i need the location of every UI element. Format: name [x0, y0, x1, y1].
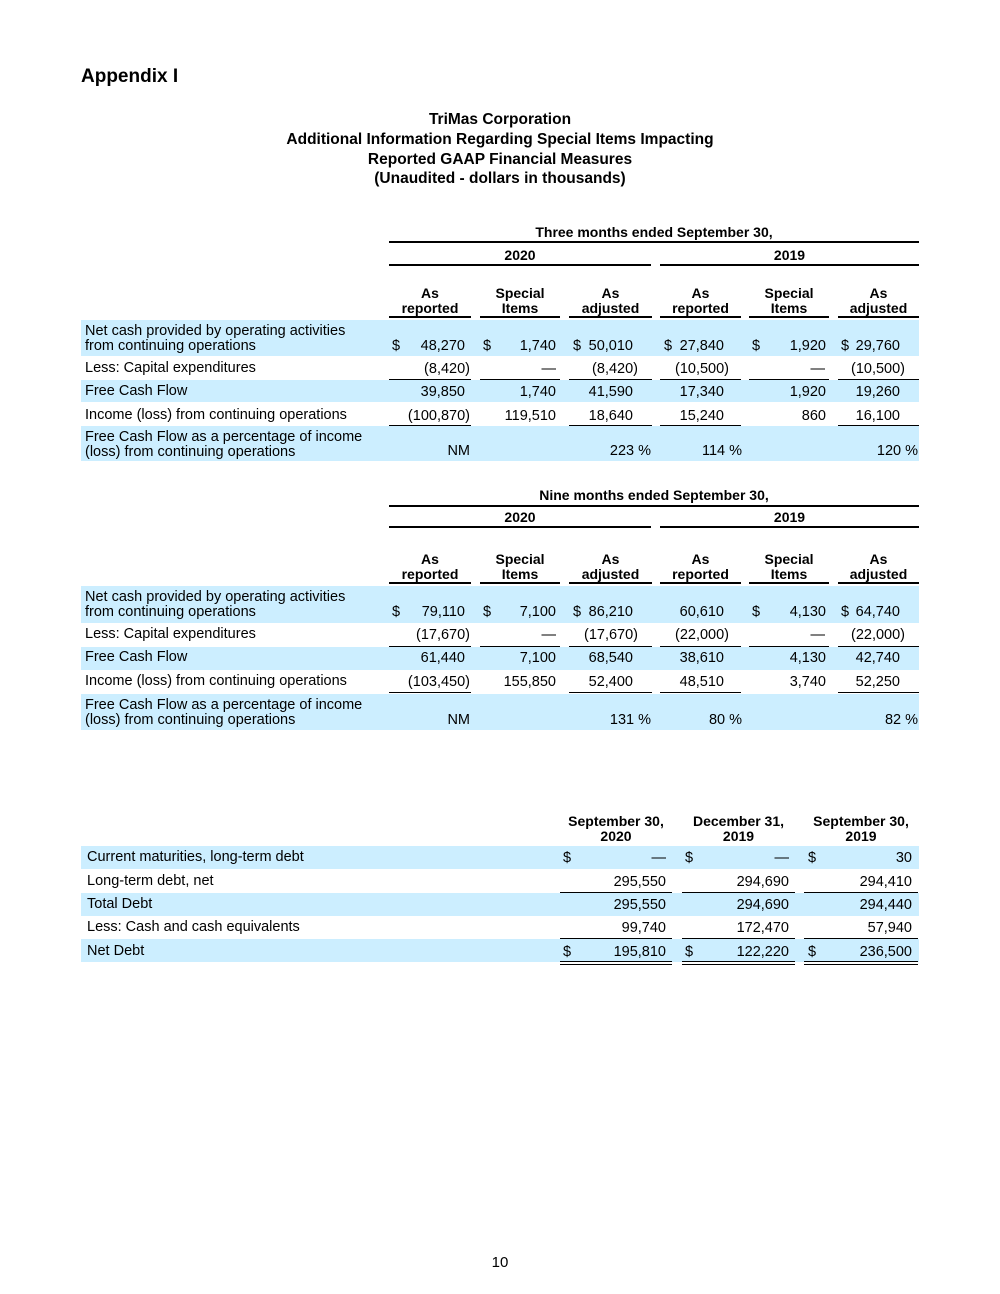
value-cell: 120 %: [876, 443, 918, 459]
value-cell: 57,940: [867, 920, 912, 936]
page-number: 10: [491, 1254, 509, 1271]
col-head-special-items: Special Items: [495, 551, 545, 582]
value-cell: 50,010: [588, 338, 633, 354]
value-cell: 15,240: [679, 408, 724, 424]
row-label-fcf-percentage: Free Cash Flow as a percentage of income (loss) from continuing operations: [85, 429, 363, 460]
subtotal-rule: [480, 646, 560, 647]
col-head-special-items: Special Items: [495, 285, 545, 316]
col-rule: [660, 582, 741, 584]
value-cell: 18,640: [588, 408, 633, 424]
double-rule: [560, 964, 672, 965]
value-cell: 99,740: [621, 920, 666, 936]
col-head-sep-2020: September 30, 2020: [568, 813, 664, 844]
subtotal-rule: [838, 646, 919, 647]
currency-symbol: $: [563, 850, 572, 866]
col-head-as-reported: As reported: [672, 551, 729, 582]
col-rule: [569, 316, 652, 318]
subtotal-rule: [660, 379, 741, 380]
three-year-2019: 2019: [773, 247, 806, 263]
col-rule: [838, 316, 919, 318]
double-rule: [682, 961, 795, 962]
value-cell: 52,400: [588, 674, 633, 690]
value-cell: —: [651, 850, 666, 866]
company-name: TriMas Corporation: [428, 111, 572, 128]
currency-symbol: $: [392, 604, 401, 620]
currency-symbol: $: [392, 338, 401, 354]
row-band: [81, 893, 919, 916]
col-rule: [569, 582, 652, 584]
subtotal-rule: [682, 892, 795, 893]
value-cell: —: [541, 627, 556, 643]
row-label-capex: Less: Capital expenditures: [85, 626, 256, 642]
col-rule: [389, 316, 471, 318]
nine-year-2019: 2019: [773, 509, 806, 525]
value-cell: 16,100: [855, 408, 900, 424]
value-cell: —: [810, 627, 825, 643]
value-cell: 52,250: [855, 674, 900, 690]
col-rule: [838, 582, 919, 584]
value-cell: 30: [895, 850, 912, 866]
value-cell: 4,130: [789, 604, 826, 620]
currency-symbol: $: [664, 338, 673, 354]
subtotal-rule: [389, 692, 471, 693]
value-cell: 60,610: [679, 604, 724, 620]
value-cell: 223 %: [609, 443, 651, 459]
row-label-capex: Less: Capital expenditures: [85, 360, 256, 376]
subtotal-rule: [560, 892, 672, 893]
value-cell: 122,220: [736, 944, 789, 960]
row-label-free-cash-flow: Free Cash Flow: [85, 649, 188, 665]
subtotal-rule: [804, 892, 918, 893]
value-cell: —: [541, 361, 556, 377]
col-rule: [480, 582, 560, 584]
row-label-free-cash-flow: Free Cash Flow: [85, 383, 188, 399]
value-cell: 1,740: [519, 384, 556, 400]
double-rule: [682, 964, 795, 965]
value-cell: (17,670): [415, 627, 470, 643]
row-label-income-loss: Income (loss) from continuing operations: [85, 407, 347, 423]
row-label-fcf-percentage: Free Cash Flow as a percentage of income (loss) from continuing operations: [85, 697, 363, 728]
currency-symbol: $: [841, 604, 850, 620]
value-cell: (10,500): [850, 361, 905, 377]
value-cell: (10,500): [674, 361, 729, 377]
row-label-income-loss: Income (loss) from continuing operations: [85, 673, 347, 689]
value-cell: 860: [801, 408, 826, 424]
report-title-line-2: Reported GAAP Financial Measures: [367, 150, 633, 168]
subtotal-rule: [838, 692, 919, 693]
value-cell: 1,920: [789, 384, 826, 400]
row-label-net-cash: Net cash provided by operating activities from continuing operations: [85, 589, 346, 620]
value-cell: 172,470: [736, 920, 789, 936]
value-cell: 294,440: [859, 897, 912, 913]
subtotal-rule: [569, 379, 652, 380]
value-cell: 1,920: [789, 338, 826, 354]
three-months-span-header: Three months ended September 30,: [535, 224, 773, 240]
value-cell: 294,690: [736, 897, 789, 913]
row-label-current-maturities: Current maturities, long-term debt: [87, 849, 304, 865]
value-cell: 195,810: [613, 944, 666, 960]
value-cell: (103,450): [407, 674, 470, 690]
value-cell: 41,590: [588, 384, 633, 400]
col-rule: [749, 582, 829, 584]
col-head-as-adjusted: As adjusted: [849, 551, 908, 582]
value-cell: 19,260: [855, 384, 900, 400]
value-cell: —: [810, 361, 825, 377]
row-label-total-debt: Total Debt: [87, 896, 153, 912]
col-head-as-adjusted: As adjusted: [849, 285, 908, 316]
value-cell: 80 %: [708, 712, 742, 728]
value-cell: —: [774, 850, 789, 866]
row-label-cash: Less: Cash and cash equivalents: [87, 919, 300, 935]
value-cell: 27,840: [679, 338, 724, 354]
col-rule: [389, 582, 471, 584]
value-cell: 3,740: [789, 674, 826, 690]
header-rule: [389, 505, 919, 507]
value-cell: NM: [447, 712, 470, 728]
subtotal-rule: [804, 938, 918, 939]
appendix-heading: Appendix I: [81, 66, 179, 87]
value-cell: 7,100: [519, 604, 556, 620]
subtotal-rule: [389, 646, 471, 647]
nine-months-span-header: Nine months ended September 30,: [539, 487, 769, 503]
value-cell: 131 %: [609, 712, 651, 728]
currency-symbol: $: [563, 944, 572, 960]
value-cell: 17,340: [679, 384, 724, 400]
col-head-special-items: Special Items: [764, 285, 814, 316]
subtotal-rule: [682, 938, 795, 939]
subtotal-rule: [749, 646, 829, 647]
value-cell: 48,510: [679, 674, 724, 690]
value-cell: 39,850: [420, 384, 465, 400]
subtotal-rule: [660, 425, 741, 426]
row-label-long-term-debt: Long-term debt, net: [87, 873, 214, 889]
value-cell: 38,610: [679, 650, 724, 666]
subtotal-rule: [569, 646, 652, 647]
value-cell: 114 %: [701, 443, 742, 459]
nine-year-2020: 2020: [504, 509, 536, 525]
col-rule: [480, 316, 560, 318]
value-cell: 236,500: [859, 944, 912, 960]
currency-symbol: $: [573, 338, 582, 354]
double-rule: [560, 961, 672, 962]
value-cell: 1,740: [519, 338, 556, 354]
subtotal-rule: [749, 379, 829, 380]
year-rule: [660, 264, 919, 266]
col-head-as-adjusted: As adjusted: [581, 285, 640, 316]
value-cell: 294,690: [736, 874, 789, 890]
report-title-line-1: Additional Information Regarding Special Items Impacting: [286, 130, 714, 148]
value-cell: 82 %: [884, 712, 918, 728]
currency-symbol: $: [841, 338, 850, 354]
value-cell: (22,000): [850, 627, 905, 643]
report-subtitle: (Unaudited - dollars in thousands): [374, 170, 626, 188]
header-rule: [389, 241, 919, 243]
currency-symbol: $: [808, 944, 817, 960]
value-cell: (8,420): [424, 361, 470, 377]
value-cell: 295,550: [613, 897, 666, 913]
col-head-dec-2019: December 31, 2019: [692, 813, 785, 844]
subtotal-rule: [660, 692, 741, 693]
value-cell: 29,760: [855, 338, 900, 354]
value-cell: 119,510: [504, 408, 556, 424]
row-band: [81, 939, 919, 962]
value-cell: NM: [447, 443, 470, 459]
value-cell: 64,740: [855, 604, 900, 620]
row-label-net-cash: Net cash provided by operating activities from continuing operations: [85, 323, 346, 354]
currency-symbol: $: [685, 850, 694, 866]
value-cell: 4,130: [789, 650, 826, 666]
col-rule: [660, 316, 741, 318]
currency-symbol: $: [483, 338, 492, 354]
currency-symbol: $: [752, 604, 761, 620]
currency-symbol: $: [573, 604, 582, 620]
col-head-sep-2019: September 30, 2019: [813, 813, 909, 844]
currency-symbol: $: [752, 338, 761, 354]
value-cell: (8,420): [592, 361, 638, 377]
col-head-as-reported: As reported: [401, 551, 459, 582]
col-head-as-reported: As reported: [672, 285, 729, 316]
three-year-2020: 2020: [504, 247, 536, 263]
col-head-as-reported: As reported: [401, 285, 459, 316]
value-cell: 86,210: [588, 604, 633, 620]
subtotal-rule: [480, 379, 560, 380]
currency-symbol: $: [483, 604, 492, 620]
double-rule: [804, 961, 918, 962]
value-cell: 155,850: [503, 674, 556, 690]
value-cell: 7,100: [519, 650, 556, 666]
value-cell: 61,440: [420, 650, 465, 666]
year-rule: [389, 264, 651, 266]
row-label-net-debt: Net Debt: [87, 943, 145, 959]
subtotal-rule: [660, 646, 741, 647]
subtotal-rule: [838, 379, 919, 380]
year-rule: [660, 526, 919, 528]
subtotal-rule: [569, 425, 652, 426]
currency-symbol: $: [808, 850, 817, 866]
year-rule: [389, 526, 651, 528]
col-head-special-items: Special Items: [764, 551, 814, 582]
report-title-block: [0, 110, 1000, 189]
value-cell: 295,550: [613, 874, 666, 890]
value-cell: (22,000): [674, 627, 729, 643]
subtotal-rule: [569, 692, 652, 693]
subtotal-rule: [389, 425, 471, 426]
subtotal-rule: [838, 425, 919, 426]
double-rule: [804, 964, 918, 965]
value-cell: 294,410: [859, 874, 912, 890]
col-rule: [749, 316, 829, 318]
col-head-as-adjusted: As adjusted: [581, 551, 640, 582]
subtotal-rule: [389, 379, 471, 380]
value-cell: (100,870): [407, 408, 470, 424]
value-cell: 42,740: [855, 650, 900, 666]
value-cell: 79,110: [421, 604, 465, 620]
value-cell: 68,540: [588, 650, 633, 666]
value-cell: (17,670): [583, 627, 638, 643]
currency-symbol: $: [685, 944, 694, 960]
value-cell: 48,270: [420, 338, 465, 354]
subtotal-rule: [560, 938, 672, 939]
